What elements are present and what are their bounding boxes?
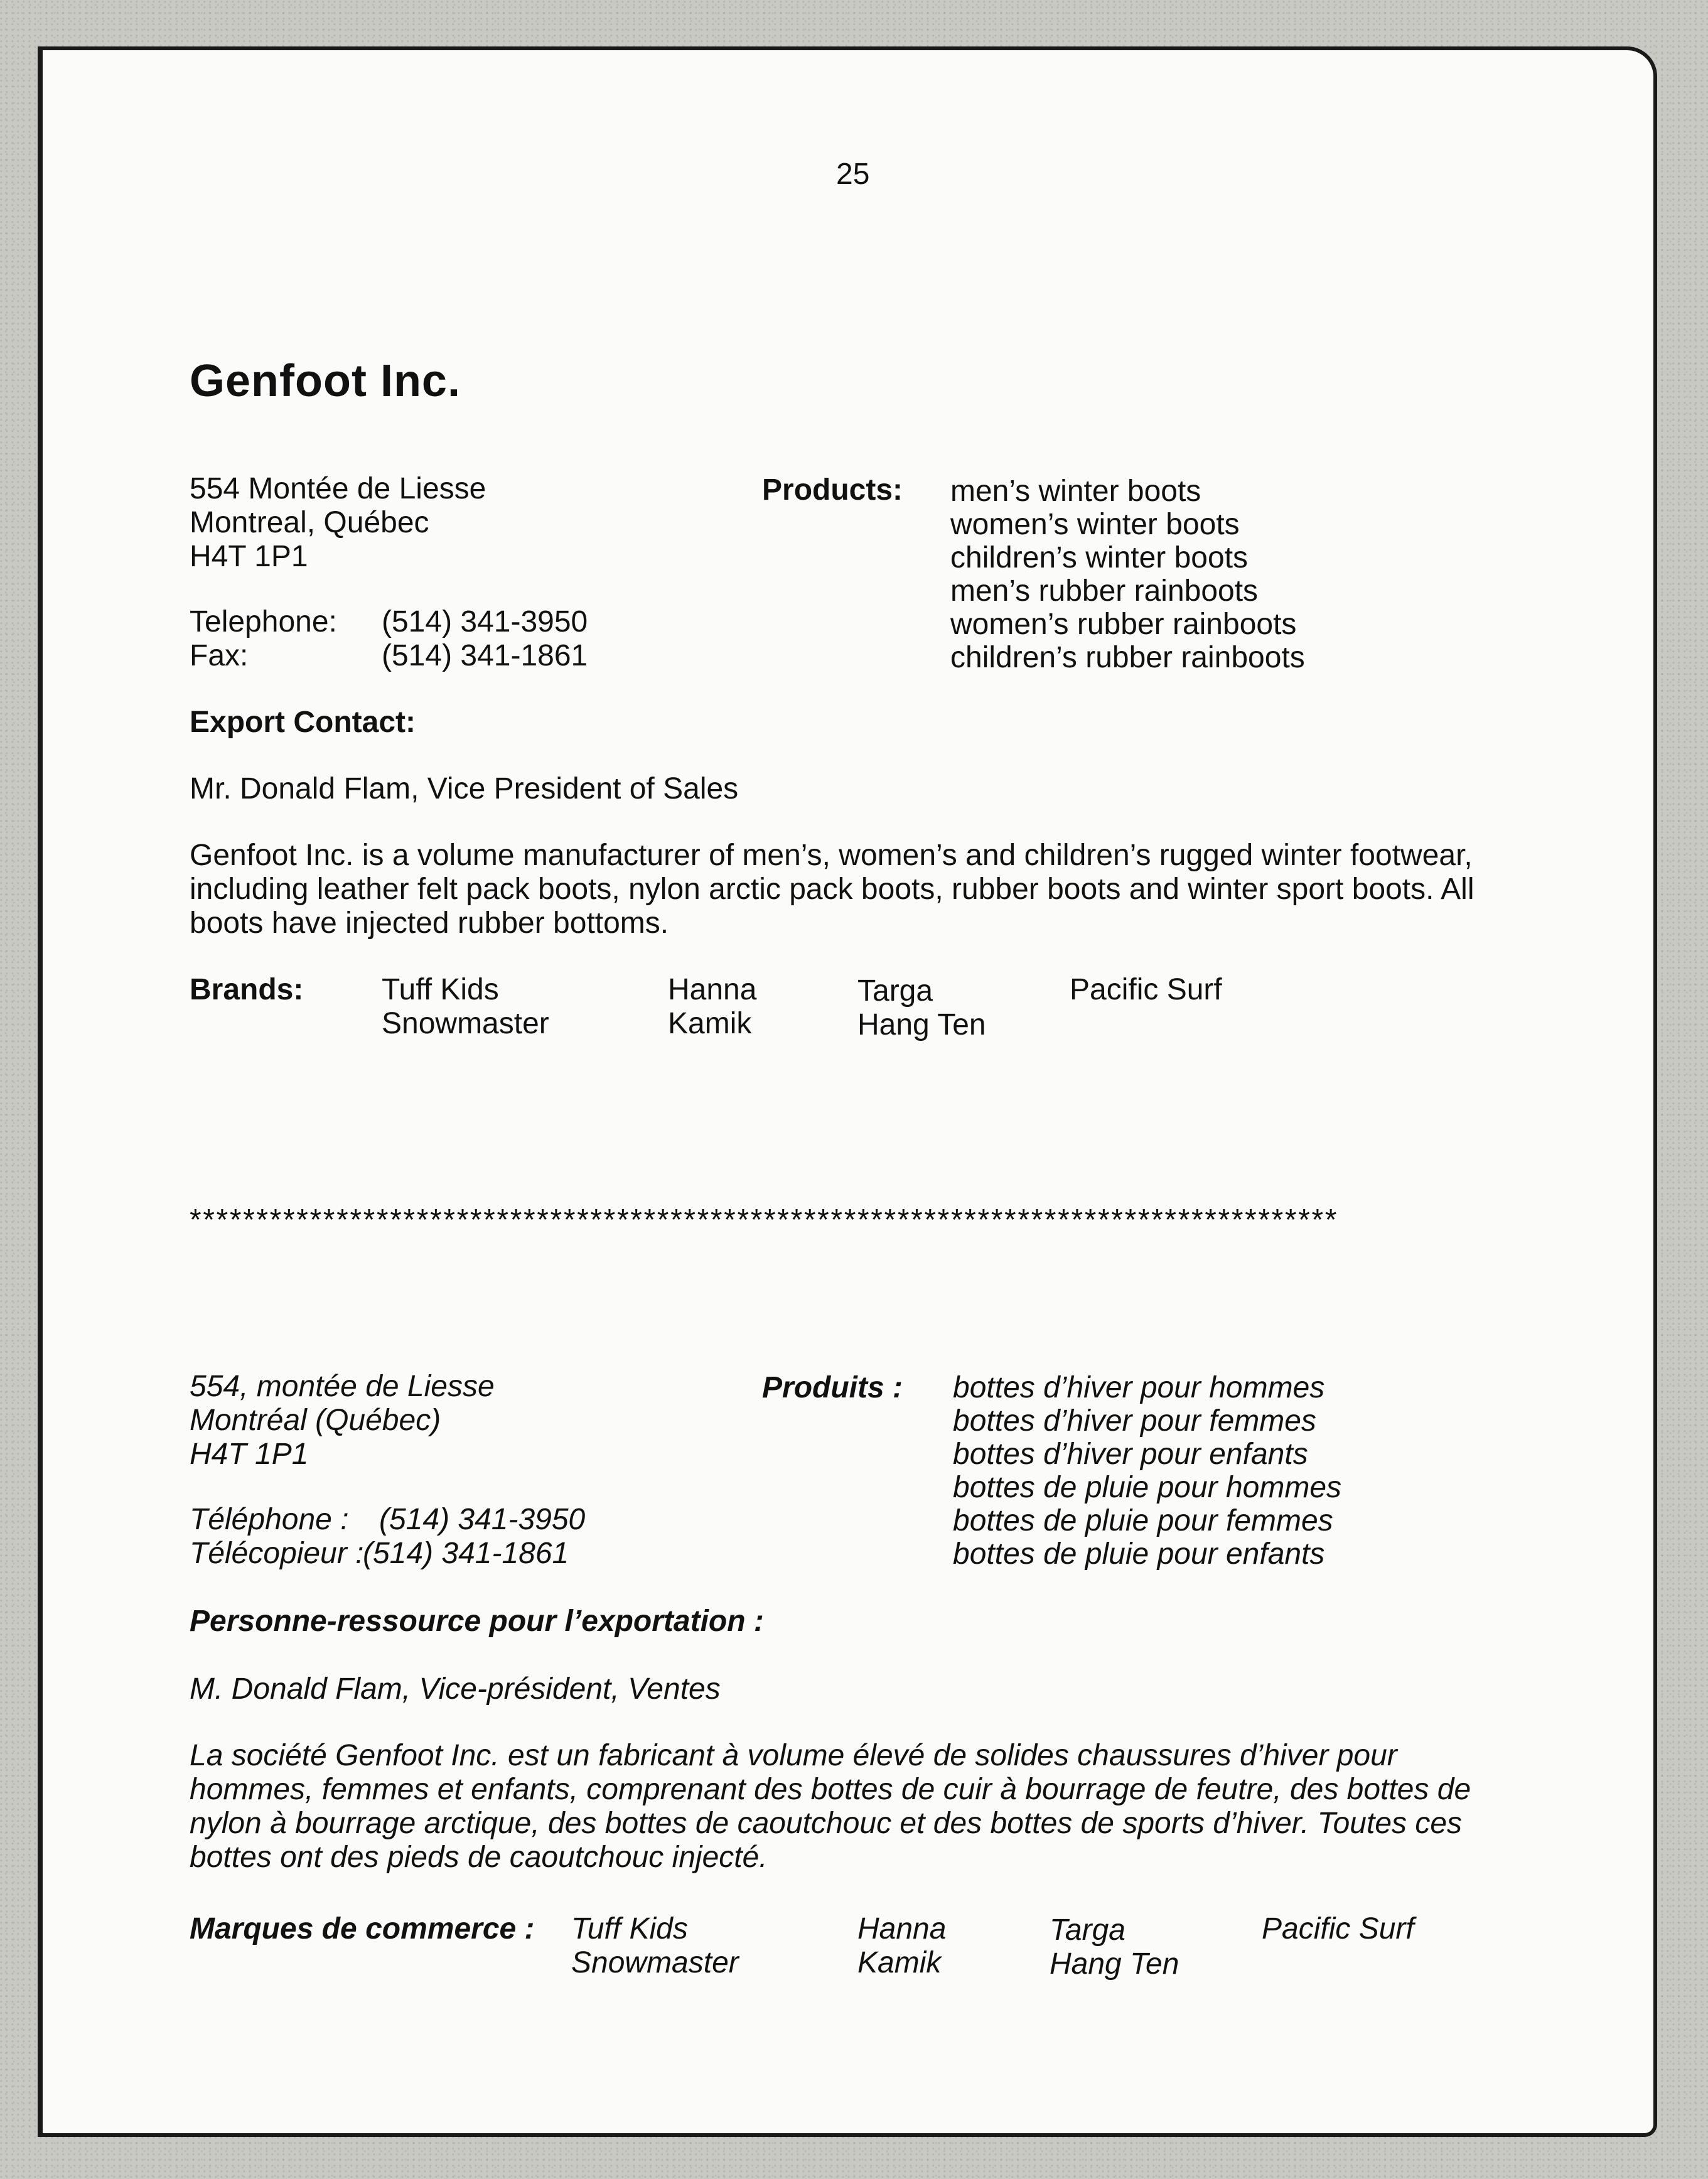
product-item: women’s rubber rainboots (950, 608, 1297, 641)
en-telephone-label: Telephone: (190, 605, 337, 638)
fr-products-list (953, 1371, 1341, 1571)
brand-item: Tuff Kids (571, 1912, 688, 1945)
brand-item: Targa (857, 974, 933, 1008)
product-item: bottes de pluie pour hommes (953, 1471, 1342, 1504)
fr-brands-label: Marques de commerce : (190, 1912, 535, 1945)
product-item: women’s winter boots (950, 508, 1240, 541)
product-item: children’s rubber rainboots (950, 641, 1305, 674)
fr-contact: M. Donald Flam, Vice-président, Ventes (190, 1672, 721, 1706)
en-brands-label: Brands: (190, 973, 304, 1006)
product-item: bottes d’hiver pour hommes (953, 1371, 1325, 1404)
fr-address-line: 554, montée de Liesse (190, 1370, 495, 1403)
brand-item: Targa (1050, 1913, 1125, 1947)
brand-item: Snowmaster (382, 1007, 549, 1040)
product-item: bottes de pluie pour femmes (953, 1504, 1333, 1537)
brand-item: Tuff Kids (382, 973, 499, 1006)
en-address-line: Montreal, Québec (190, 506, 429, 539)
brand-item: Kamik (857, 1946, 942, 1979)
en-products-list (950, 475, 1305, 674)
brand-item: Kamik (668, 1007, 752, 1040)
fr-description: La société Genfoot Inc. est un fabricant à volume élevé de solides chaussures d’hiver pour hommes, femmes et enfants, comprenant des bottes de cuir à bourrage de feutre, des bottes de nylon à bourrage arctique, des bottes de caoutchouc et des bottes de sports d’hiver. Toutes ces bottes ont des pieds de caoutchouc injecté. (190, 1739, 1471, 1874)
fr-fax-value: (514) 341-1861 (363, 1537, 569, 1570)
fr-telephone-value: (514) 341-3950 (379, 1503, 586, 1536)
en-contact: Mr. Donald Flam, Vice President of Sales (190, 772, 739, 805)
product-item: bottes d’hiver pour femmes (953, 1404, 1316, 1438)
brand-item: Snowmaster (571, 1946, 739, 1979)
fr-address-line: H4T 1P1 (190, 1438, 309, 1471)
asterisk-separator: ************************************************************************************** (190, 1203, 1339, 1237)
brand-item: Pacific Surf (1262, 1912, 1414, 1945)
en-address-line: H4T 1P1 (190, 540, 308, 573)
brand-item: Hang Ten (1050, 1947, 1179, 1981)
en-telephone-value: (514) 341-3950 (382, 605, 588, 638)
fr-export-contact-label: Personne-ressource pour l’exportation : (190, 1605, 764, 1638)
en-products-label: Products: (762, 473, 903, 507)
fr-fax-label: Télécopieur : (190, 1537, 364, 1570)
brand-item: Hang Ten (857, 1008, 986, 1041)
brand-item: Pacific Surf (1070, 973, 1222, 1006)
company-title: Genfoot Inc. (190, 356, 461, 406)
fr-address-line: Montréal (Québec) (190, 1404, 441, 1437)
en-address-line: 554 Montée de Liesse (190, 472, 486, 505)
product-item: bottes de pluie pour enfants (953, 1537, 1325, 1571)
page-number: 25 (836, 158, 870, 191)
en-address (190, 472, 486, 574)
fr-products-label: Produits : (762, 1371, 903, 1404)
brand-item: Hanna (668, 973, 757, 1006)
product-item: men’s rubber rainboots (950, 574, 1259, 608)
product-item: children’s winter boots (950, 541, 1249, 574)
product-item: men’s winter boots (950, 475, 1201, 508)
fr-address (190, 1370, 495, 1471)
product-item: bottes d’hiver pour enfants (953, 1438, 1308, 1471)
en-fax-label: Fax: (190, 639, 249, 672)
fr-telephone-label: Téléphone : (190, 1503, 349, 1536)
en-description: Genfoot Inc. is a volume manufacturer of men’s, women’s and children’s rugged winter footwear, including leather felt pack boots, nylon arctic pack boots, rubber boots and winter sport boots. All boots have injected rubber bottoms. (190, 839, 1474, 940)
en-export-contact-label: Export Contact: (190, 706, 416, 739)
en-fax-value: (514) 341-1861 (382, 639, 588, 672)
brand-item: Hanna (857, 1912, 947, 1945)
